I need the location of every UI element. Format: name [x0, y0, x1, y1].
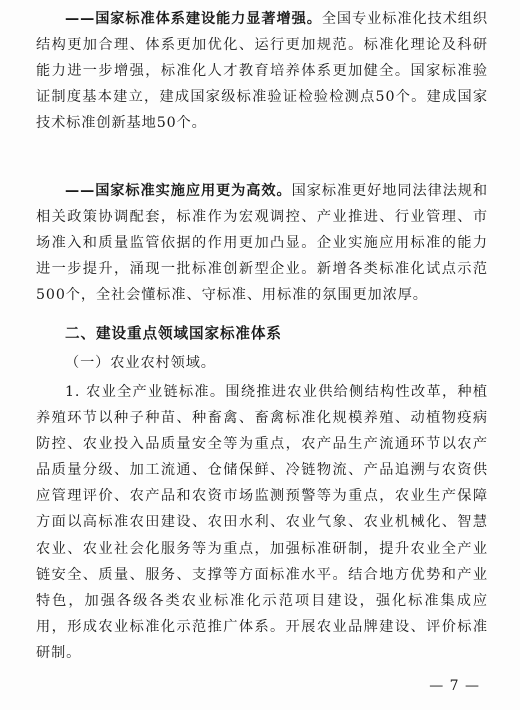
paragraph-lead: ——国家标准体系建设能力显著增强。	[65, 11, 322, 27]
section-heading: 二、建设重点领域国家标准体系	[65, 325, 282, 342]
paragraph-standard-system-capacity	[36, 6, 488, 136]
subsection-heading: （一）农业农村领域。	[65, 355, 216, 371]
paragraph-standard-implementation	[36, 178, 488, 308]
paragraph-lead: ——国家标准实施应用更为高效。	[65, 183, 292, 199]
page-number: — 7 —	[429, 678, 480, 694]
item-paragraph-agriculture-chain: 1. 农业全产业链标准。围绕推进农业供给侧结构性改革，种植养殖环节以种子种苗、种畜禽、畜禽标准化规模养殖、动植物疫病防控、农业投入品质量安全等为重点，农产品生产流通环节以农产品质量分级、加工流通、仓储保鲜、冷链物流、产品追溯与农资供应管理评价、农产品和农资市场监测预警等为重点，农业生产保障方面以高标准农田建设、农田水利、农业气象、农业机械化、智慧农业、农业社会化服务等为重点，加强标准研制，提升农业全产业链安全、质量、服务、支撑等方面标准水平。结合地方优势和产业特色，加强各级各类农业标准化示范项目建设，强化标准集成应用，形成农业标准化示范推广体系。开展农业品牌建设、评价标准研制。	[36, 384, 488, 661]
paragraph-body: 全国专业标准化技术组织结构更加合理、体系更加优化、运行更加规范。标准化理论及科研能力进一步增强，标准化人才教育培养体系更加健全。国家标准验证制度基本建立，建成国家级标准验证检验检测点50个。建成国家技术标准创新基地50个。	[36, 11, 488, 132]
paragraph-body: 国家标准更好地同法律法规和相关政策协调配套，标准作为宏观调控、产业推进、行业管理、市场准入和质量监管依据的作用更加凸显。企业实施应用标准的能力进一步提升，涌现一批标准创新型企业。新增各类标准化试点示范500个，全社会懂标准、守标准、用标准的氛围更加浓厚。	[36, 183, 488, 304]
